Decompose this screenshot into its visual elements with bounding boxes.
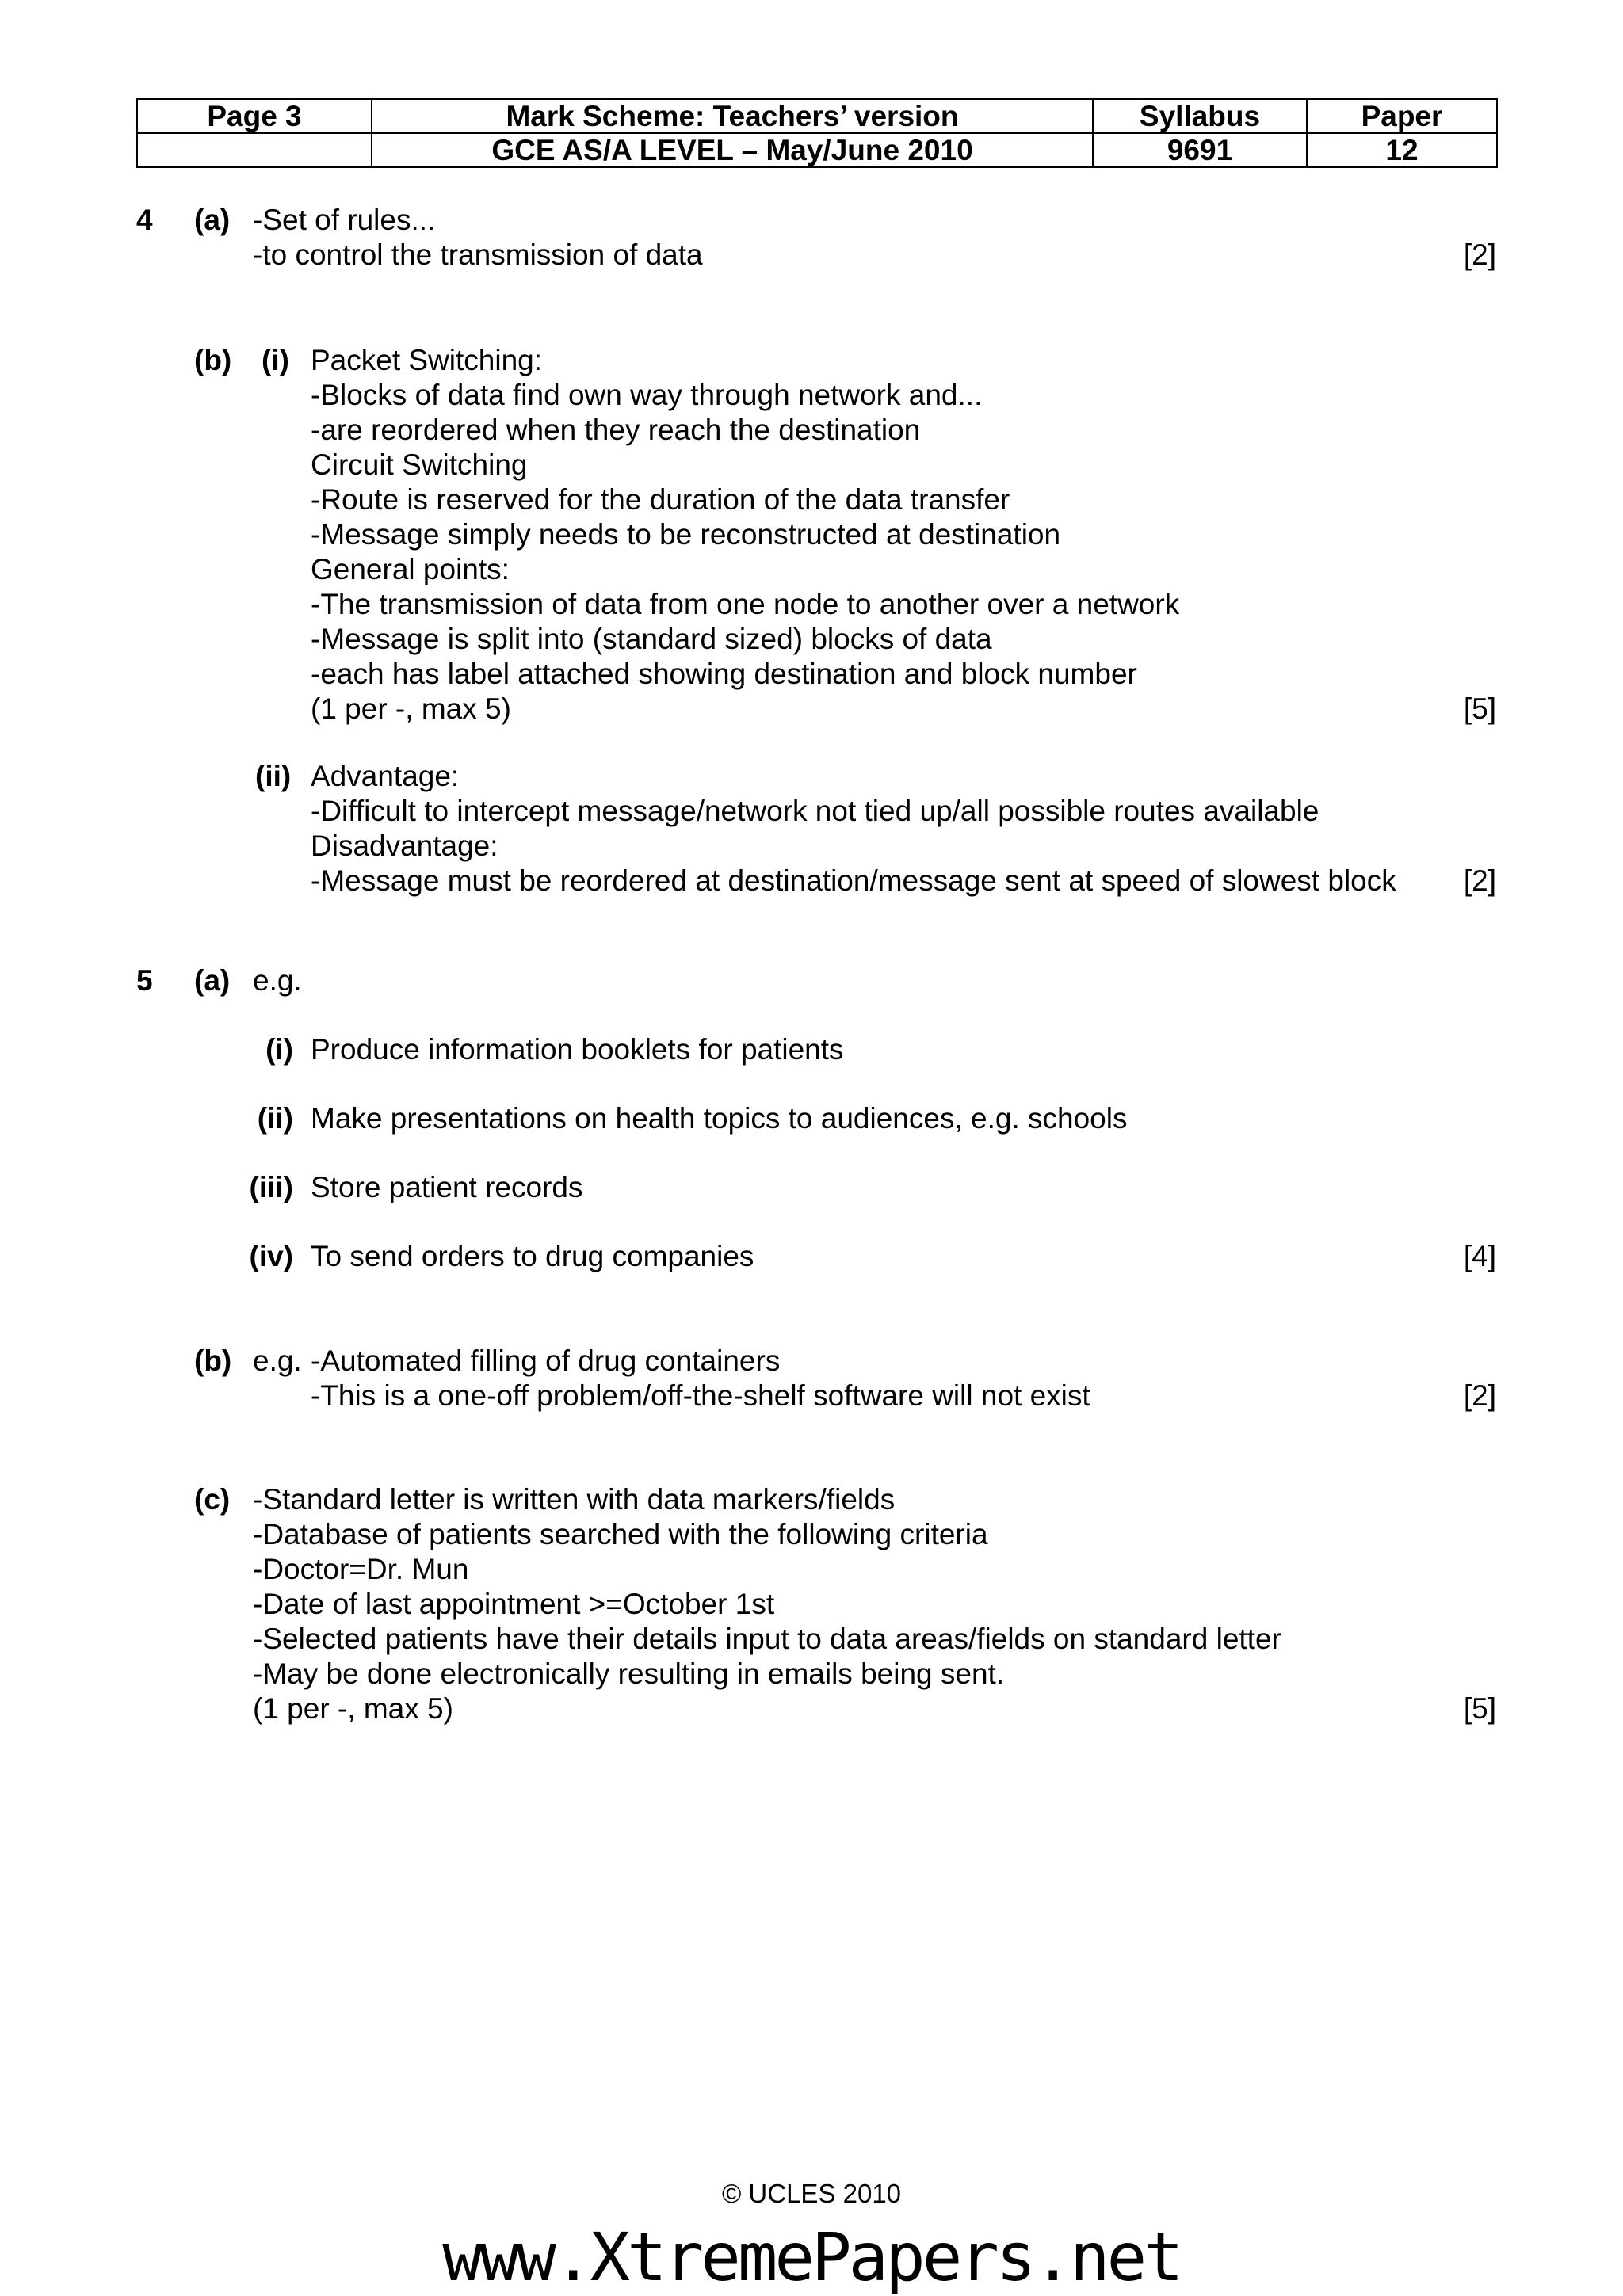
question-4b-i-label: (i): [262, 344, 289, 376]
header-exam: GCE AS/A LEVEL – May/June 2010: [372, 133, 1093, 167]
q4bi-line: (1 per -, max 5): [311, 692, 511, 725]
q5c-line: -May be done electronically resulting in emails being sent.: [253, 1657, 1005, 1690]
header-paper-number: 12: [1307, 133, 1497, 167]
q5c-line: -Database of patients searched with the following criteria: [253, 1518, 988, 1550]
q4bii-line: Disadvantage:: [311, 830, 498, 862]
q5b-line: -Automated filling of drug containers: [311, 1344, 781, 1377]
header-title: Mark Scheme: Teachers’ version: [372, 99, 1093, 133]
q5b-prefix: e.g.: [253, 1344, 302, 1377]
q4bi-line: -Message is split into (standard sized) blocks of data: [311, 623, 992, 655]
q4bii-mark: [2]: [1463, 864, 1496, 897]
q5a-item-label: (iii): [249, 1171, 293, 1203]
q5a-item-label: (iv): [249, 1240, 293, 1272]
header-empty-cell: [137, 133, 372, 167]
header-table: [136, 98, 1498, 168]
q4bi-line: -Message simply needs to be reconstructed at destination: [311, 518, 1061, 551]
q5a-item-text: Produce information booklets for patients: [311, 1033, 844, 1066]
question-4b-label: (b): [194, 344, 232, 376]
q4bii-line: Advantage:: [311, 760, 460, 792]
q4bi-line: -Route is reserved for the duration of the data transfer: [311, 483, 1010, 516]
q5a-item-text: Make presentations on health topics to audiences, e.g. schools: [311, 1102, 1128, 1135]
q4bi-mark: [5]: [1463, 692, 1496, 725]
q4a-line: -to control the transmission of data: [253, 238, 703, 271]
q5c-mark: [5]: [1463, 1692, 1496, 1725]
q5a-item-text: To send orders to drug companies: [311, 1240, 754, 1272]
question-5c-label: (c): [194, 1483, 231, 1516]
website-watermark: www.XtremePapers.net: [442, 2218, 1181, 2296]
question-5-number: 5: [136, 964, 153, 997]
q4bi-line: -each has label attached showing destination and block number: [311, 658, 1137, 690]
question-4-number: 4: [136, 204, 153, 236]
q5c-line: -Selected patients have their details input to data areas/fields on standard letter: [253, 1623, 1281, 1655]
q5a-mark: [4]: [1463, 1240, 1496, 1272]
q4bi-line: -Blocks of data find own way through network and...: [311, 379, 983, 411]
q4a-mark: [2]: [1463, 238, 1496, 271]
q5c-line: -Date of last appointment >=October 1st: [253, 1588, 775, 1620]
header-row-2: [137, 133, 1497, 167]
header-paper-label: Paper: [1307, 99, 1497, 133]
question-4b-ii-label: (ii): [255, 760, 292, 792]
header-row-1: [137, 99, 1497, 133]
q5c-line: -Doctor=Dr. Mun: [253, 1553, 469, 1585]
q4bi-line: -The transmission of data from one node to another over a network: [311, 588, 1180, 620]
q4bi-line: -are reordered when they reach the destination: [311, 414, 921, 446]
question-5a-label: (a): [194, 964, 231, 997]
header-page: Page 3: [137, 99, 372, 133]
question-4a-label: (a): [194, 204, 231, 236]
q4bi-line: Circuit Switching: [311, 448, 528, 481]
q5a-intro: e.g.: [253, 964, 302, 997]
q4bi-line: General points:: [311, 553, 510, 585]
q5b-line: -This is a one-off problem/off-the-shelf software will not exist: [311, 1379, 1090, 1412]
q4a-line: -Set of rules...: [253, 204, 436, 236]
header-syllabus-label: Syllabus: [1093, 99, 1307, 133]
q5b-mark: [2]: [1463, 1379, 1496, 1412]
q5a-item-label: (i): [265, 1033, 293, 1066]
q4bii-line: -Message must be reordered at destination/message sent at speed of slowest block: [311, 864, 1396, 897]
q5a-item-text: Store patient records: [311, 1171, 583, 1203]
q4bii-line: -Difficult to intercept message/network not tied up/all possible routes available: [311, 795, 1319, 827]
copyright-footer: © UCLES 2010: [721, 2179, 902, 2208]
q5c-line: (1 per -, max 5): [253, 1692, 453, 1725]
header-syllabus-code: 9691: [1093, 133, 1307, 167]
q4bi-line: Packet Switching:: [311, 344, 543, 376]
q5a-item-label: (ii): [257, 1102, 293, 1135]
question-5b-label: (b): [194, 1344, 232, 1377]
q5c-line: -Standard letter is written with data markers/fields: [253, 1483, 896, 1516]
